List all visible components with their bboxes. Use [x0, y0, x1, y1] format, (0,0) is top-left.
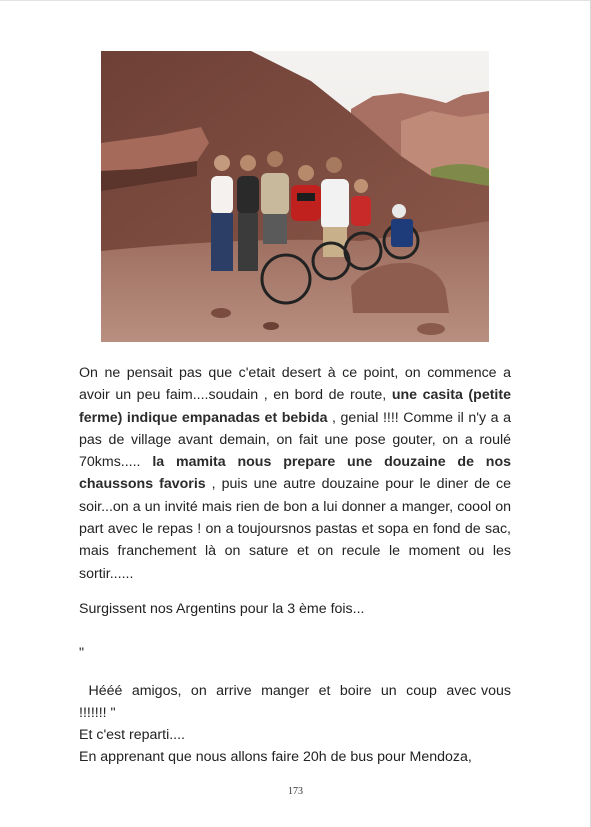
paragraph-6: En apprenant que nous allons faire 20h de bus pour Mendoza, [79, 749, 472, 765]
paragraph-1-bold-b: la mamita nous prepare une douzaine de nos chaussons favoris [79, 454, 512, 493]
top-edge-line [0, 0, 591, 1]
paragraph-4: Hééé amigos, on arrive manger et boire un coup avec vous !!!!!!! " [79, 683, 515, 722]
page-number: 173 [288, 786, 303, 797]
photo-icon [101, 51, 489, 342]
paragraph-1-bold-a: une casita (petite ferme) indique empanadas et bebida [79, 387, 511, 426]
paragraph-3: " [79, 645, 85, 661]
paragraph-1-text-c: , puis une autre douzaine pour le diner de ce soir...on a un invité mais rien de bon a lui donner a manger, coool on part avec le repas ! on a toujoursnos pastas et sopa en fond de sac, mais franchement là on sature et on recule le moment ou les sortir...... [79, 476, 512, 582]
group-photo [101, 51, 489, 342]
paragraph-1-text-a: On ne pensait pas que c'etait desert à ce point, on commence a avoir un peu faim....soudain , en bord de route, [79, 365, 511, 404]
paragraph-2: Surgissent nos Argentins pour la 3 ème fois... [79, 601, 365, 617]
paragraph-1-text-b: , genial !!!! Comme il n'y a a pas de village avant demain, on fait une pose gouter, on a roulé 70kms..... [79, 409, 511, 471]
paragraph-5: Et c'est reparti.... [79, 727, 185, 743]
paragraph-1 [79, 362, 511, 585]
